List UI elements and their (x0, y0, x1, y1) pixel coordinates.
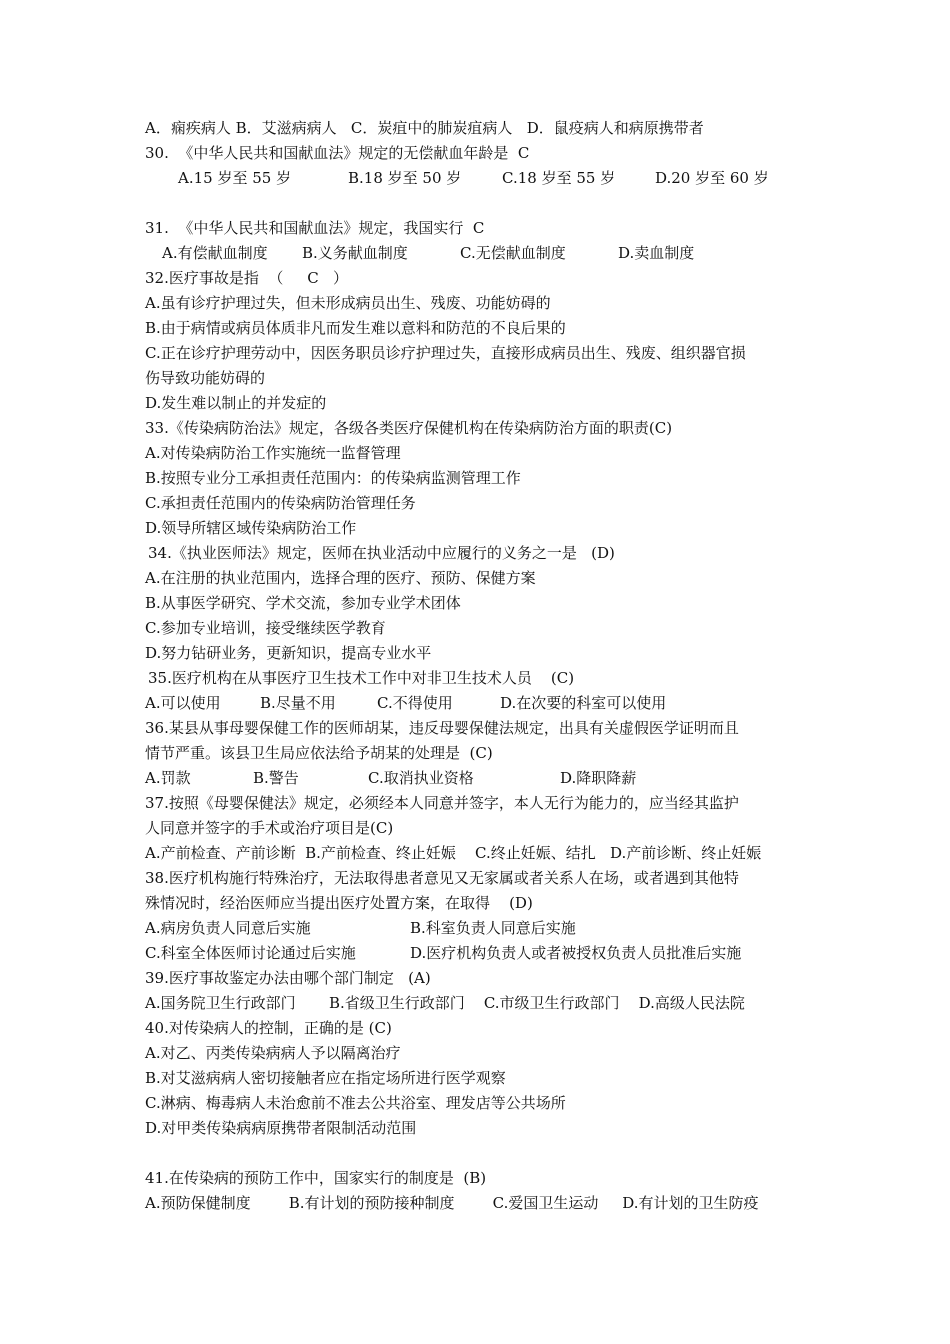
q34-option-d: D.努力钻研业务，更新知识，提高专业水平 (145, 644, 432, 662)
q41-question: 41.在传染病的预防工作中，国家实行的制度是 (B) (145, 1169, 487, 1187)
q38-option-d: D.医疗机构负责人或者被授权负责人员批准后实施 (410, 944, 742, 962)
q34-option-c: C.参加专业培训，接受继续医学教育 (145, 619, 386, 637)
q36-question: 36.某县从事母婴保健工作的医师胡某，违反母婴保健法规定，出具有关虚假医学证明而且 (145, 719, 739, 737)
q31-question: 31. 《中华人民共和国献血法》规定，我国实行 C (145, 219, 485, 237)
q36-option-a: A.罚款 (145, 769, 191, 787)
q36-option-b: B.警告 (253, 769, 299, 787)
q33-option-a: A.对传染病防治工作实施统一监督管理 (145, 444, 401, 462)
q37-question: 37.按照《母婴保健法》规定，必须经本人同意并签字，本人无行为能力的，应当经其监护 (145, 794, 739, 812)
q30-option-d: D.20 岁至 60 岁 (655, 169, 769, 187)
q38-question: 38.医疗机构施行特殊治疗，无法取得患者意见又无家属或者关系人在场，或者遇到其他特 (145, 869, 739, 887)
q37-question-cont: 人同意并签字的手术或治疗项目是(C) (145, 819, 394, 837)
q30-option-c: C.18 岁至 55 岁 (502, 169, 616, 187)
q37-options-line: A.产前检查、产前诊断 B.产前检查、终止妊娠 C.终止妊娠、结扎 D.产前诊断、终止妊娠 (145, 844, 762, 862)
q30-option-a: A.15 岁至 55 岁 (178, 169, 292, 187)
q29-options-line: A．痫疾病人 B．艾滋病病人 C．炭疽中的肺炭疽病人 D．鼠疫病人和病原携带者 (145, 119, 704, 137)
q35-option-c: C.不得使用 (377, 694, 453, 712)
q32-option-c: C.正在诊疗护理劳动中，因医务职员诊疗护理过失，直接形成病员出生、残废、组织器官损 (145, 344, 746, 362)
q40-option-c: C.淋病、梅毒病人未治愈前不准去公共浴室、理发店等公共场所 (145, 1094, 566, 1112)
q36-option-d: D.降职降薪 (560, 769, 637, 787)
q30-option-b: B.18 岁至 50 岁 (348, 169, 462, 187)
q33-option-d: D.领导所辖区域传染病防治工作 (145, 519, 357, 537)
q35-option-b: B.尽量不用 (260, 694, 336, 712)
q33-question: 33.《传染病防治法》规定，各级各类医疗保健机构在传染病防治方面的职责(C) (145, 419, 673, 437)
q31-option-b: B.义务献血制度 (302, 244, 408, 262)
q38-option-b: B.科室负责人同意后实施 (410, 919, 576, 937)
q38-option-c: C.科室全体医师讨论通过后实施 (145, 944, 356, 962)
q35-option-a: A.可以使用 (145, 694, 221, 712)
q34-option-a: A.在注册的执业范围内，选择合理的医疗、预防、保健方案 (145, 569, 536, 587)
q39-options-line: A.国务院卫生行政部门 B.省级卫生行政部门 C.市级卫生行政部门 D.高级人民法院 (145, 994, 745, 1012)
q32-option-d: D.发生难以制止的并发症的 (145, 394, 327, 412)
q35-question: 35.医疗机构在从事医疗卫生技术工作中对非卫生技术人员 (C) (148, 669, 575, 687)
q32-option-b: B.由于病情或病员体质非凡而发生难以意料和防范的不良后果的 (145, 319, 566, 337)
q33-option-c: C.承担责任范围内的传染病防治管理任务 (145, 494, 416, 512)
q38-option-a: A.病房负责人同意后实施 (145, 919, 311, 937)
q36-option-c: C.取消执业资格 (368, 769, 474, 787)
q41-options-line: A.预防保健制度 B.有计划的预防接种制度 C.爱国卫生运动 D.有计划的卫生防疫 (145, 1194, 759, 1212)
q40-option-d: D.对甲类传染病病原携带者限制活动范围 (145, 1119, 417, 1137)
q32-option-c-cont: 伤导致功能妨碍的 (145, 369, 266, 387)
q34-question: 34.《执业医师法》规定，医师在执业活动中应履行的义务之一是 (D) (148, 544, 615, 562)
q30-question: 30. 《中华人民共和国献血法》规定的无偿献血年龄是 C (145, 144, 530, 162)
q31-option-d: D.卖血制度 (618, 244, 695, 262)
q32-option-a: A.虽有诊疗护理过失，但未形成病员出生、残废、功能妨碍的 (145, 294, 551, 312)
q32-question: 32.医疗事故是指 （ C ） (145, 269, 349, 287)
q33-option-b: B.按照专业分工承担责任范围内：的传染病监测管理工作 (145, 469, 521, 487)
q38-question-cont: 殊情况时，经治医师应当提出医疗处置方案，在取得 (D) (145, 894, 533, 912)
q36-question-cont: 情节严重。该县卫生局应依法给予胡某的处理是 (C) (145, 744, 493, 762)
q40-option-a: A.对乙、丙类传染病病人予以隔离治疗 (145, 1044, 401, 1062)
q40-option-b: B.对艾滋病病人密切接触者应在指定场所进行医学观察 (145, 1069, 506, 1087)
q35-option-d: D.在次要的科室可以使用 (500, 694, 667, 712)
q39-question: 39.医疗事故鉴定办法由哪个部门制定 (A) (145, 969, 431, 987)
q31-option-c: C.无偿献血制度 (460, 244, 566, 262)
q40-question: 40.对传染病人的控制，正确的是 (C) (145, 1019, 392, 1037)
q34-option-b: B.从事医学研究、学术交流，参加专业学术团体 (145, 594, 461, 612)
q31-option-a: A.有偿献血制度 (162, 244, 268, 262)
